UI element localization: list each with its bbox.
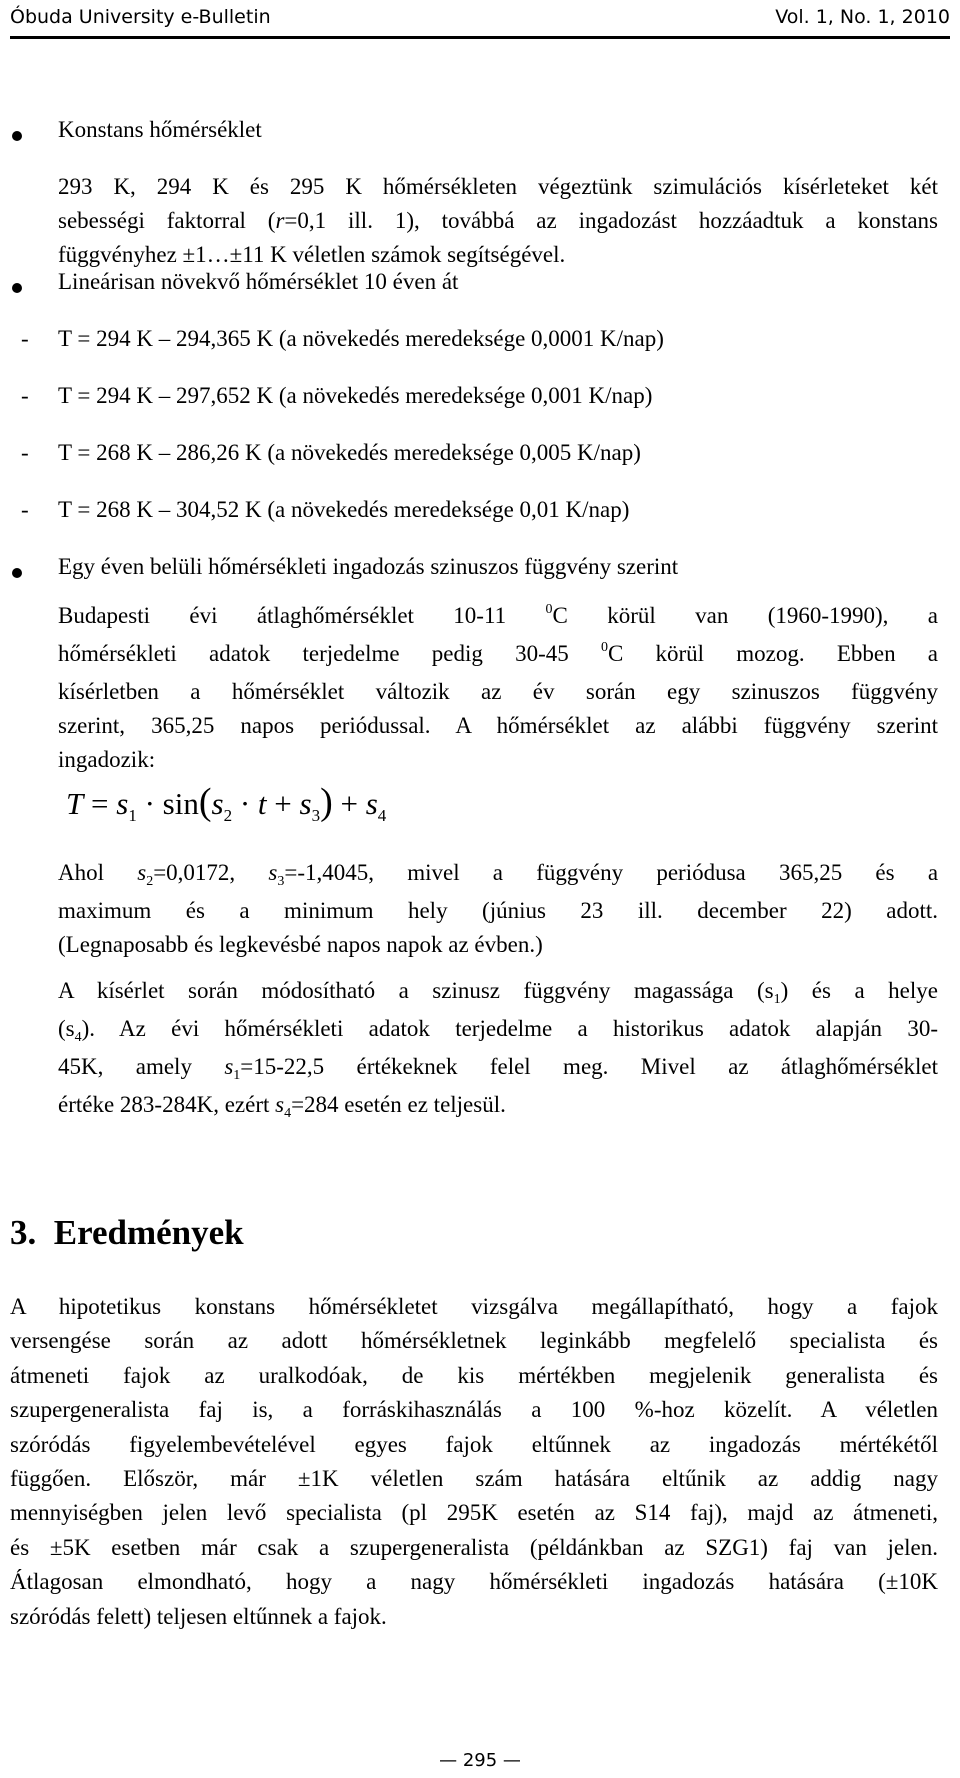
kiserlet-line-2: $(s_4)$. Az évi hőmérsékleti adatok terjedelme a historikus adatok alapján 30- (58, 1016, 938, 1045)
header-rule (10, 36, 950, 39)
constant-paragraph (58, 170, 938, 272)
kiserlet-line-3: 45K, amely $s_1=15-22,5$ értékeknek felel meg. Mivel az átlaghőmérséklet (58, 1054, 939, 1083)
page-number: 295 (462, 1750, 498, 1771)
results-line: és ±5K esetben már csak a szupergeneralista (példánkban az SZG1) faj van jelen. (10, 1534, 938, 1560)
bullet-dot (12, 568, 22, 578)
results-line: szóródás figyelembevételével egyes fajok eltűnnek az ingadozás mértékétől (10, 1431, 938, 1457)
results-line: mennyiségben jelen levő specialista (pl 295K esetén az S14 faj), majd az átmeneti, (10, 1500, 938, 1526)
kiserlet-line-1: A kísérlet során módosítható a szinusz függvény magassága $(s_1)$ és a helye (58, 978, 938, 1007)
bullet-dot (12, 283, 22, 293)
section-heading (10, 1213, 244, 1253)
page-footer: — 295 — (439, 1750, 521, 1771)
running-header (10, 2, 950, 32)
sinus-line-1: Budapesti évi átlaghőmérséklet 10-11 $^0$C körül van (1960-1990), a (58, 602, 938, 628)
journal-name: Óbuda University e-Bulletin (10, 6, 271, 28)
bullet-dot (12, 131, 22, 141)
sinus-line-2: hőmérsékleti adatok terjedelme pedig 30-45 $^0$C körül mozog. Ebben a (58, 640, 939, 666)
kiserlet-paragraph (58, 974, 938, 1126)
ahol-line-1: Ahol $s_2=0,0172$, $s_3=-1,4045$, mivel a függvény periódusa 365,25 és a (58, 860, 939, 889)
section-title: Eredmények (53, 1213, 244, 1252)
sinus-line-5: ingadozik: (58, 747, 156, 772)
sinus-line-4: szerint, 365,25 napos periódussal. A hőmérséklet az alábbi függvény szerint (58, 713, 938, 738)
bullet-constant: Konstans hőmérséklet (58, 117, 262, 142)
results-line: Átlagosan elmondható, hogy a nagy hőmérsékleti ingadozás hatására (±10K (10, 1569, 938, 1595)
volume-info: Vol. 1, No. 1, 2010 (775, 6, 950, 28)
ahol-line-2: maximum és a minimum hely (június 23 ill. december 22) adott. (58, 898, 938, 923)
sinus-paragraph (58, 599, 938, 777)
results-line: szupergeneralista faj is, a forráskihasználás a 100 %-hoz közelít. A véletlen (10, 1397, 938, 1423)
bullet-sinus: Egy éven belüli hőmérsékleti ingadozás szinuszos függvény szerint (58, 554, 679, 579)
results-paragraph (10, 1290, 938, 1634)
results-line: átmeneti fajok az uralkodóak, de kis mértékben megjelenik generalista és (10, 1362, 938, 1388)
sinus-equation: $T = s_1 \cdot \sin(s_2 \cdot t + s_3) + s_4$ (66, 781, 387, 825)
results-line: versengése során az adott hőmérsékletnek leginkább megfelelő specialista és (10, 1328, 938, 1354)
results-line: függően. Először, már ±1K véletlen szám hatására eltűnik az addig nagy (10, 1466, 938, 1492)
ahol-paragraph (58, 856, 938, 962)
ahol-line-3: (Legnaposabb és legkevésbé napos napok az évben.) (58, 932, 543, 957)
constant-line-1: 293 K, 294 K és 295 K hőmérsékleten végeztünk szimulációs kísérleteket két (58, 174, 938, 199)
section-number: 3. (10, 1213, 37, 1252)
kiserlet-line-4: értéke 283-284K, ezért $s_4=284$ esetén ez teljesül. (58, 1092, 506, 1121)
results-line: szóródás felett) teljesen eltűnnek a fajok. (10, 1603, 387, 1629)
results-line: A hipotetikus konstans hőmérsékletet vizsgálva megállapítható, hogy a fajok (10, 1294, 938, 1319)
constant-line-3: függvényhez ±1…±11 K véletlen számok segítségével. (58, 242, 566, 267)
bullet-linear: Lineárisan növekvő hőmérséklet 10 éven át (58, 269, 459, 294)
sinus-line-3: kísérletben a hőmérséklet változik az év során egy szinuszos függvény (58, 679, 938, 704)
constant-line-2: sebességi faktorral (r=0,1 ill. 1), továbbá az ingadozást hozzáadtuk a konstans (58, 208, 938, 233)
